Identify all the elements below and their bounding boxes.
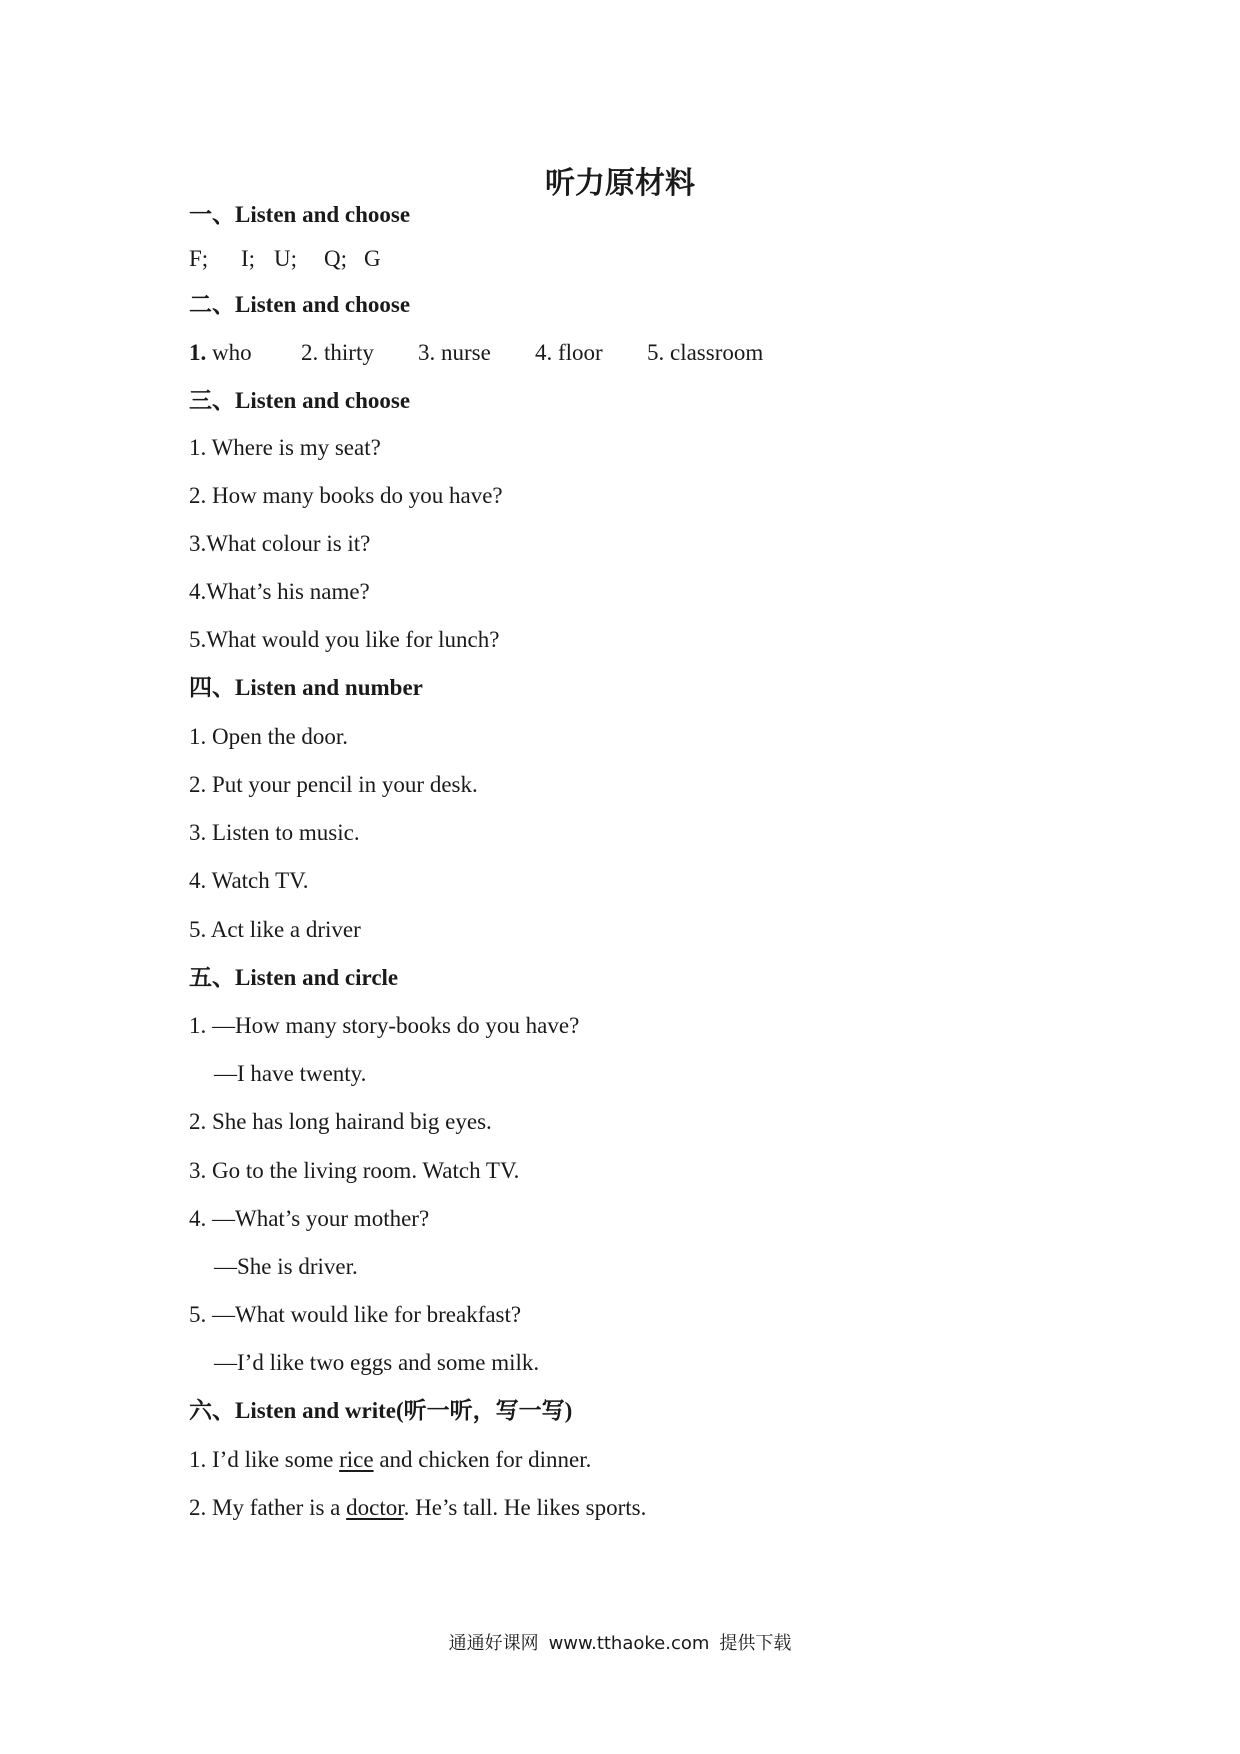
letter-item: I; bbox=[241, 246, 256, 271]
list-item bbox=[189, 1493, 646, 1523]
section-2-heading bbox=[189, 290, 410, 320]
footer-site-name: 通通好课网 bbox=[448, 1633, 539, 1654]
section-1-heading bbox=[189, 200, 410, 230]
list-item: 2. She has long hairand big eyes. bbox=[189, 1109, 492, 1134]
list-item: 2. Put your pencil in your desk. bbox=[189, 772, 478, 797]
list-item: 4.What’s his name? bbox=[189, 579, 370, 604]
sentence-start: 2. My father is a bbox=[189, 1495, 347, 1520]
list-item: 4. —What’s your mother? bbox=[189, 1206, 430, 1231]
section-5-title: Listen and circle bbox=[235, 965, 399, 990]
sentence-end: and chicken for dinner. bbox=[373, 1447, 592, 1472]
list-item bbox=[189, 1445, 591, 1475]
footer-note: 提供下载 bbox=[719, 1633, 792, 1654]
word-text: who bbox=[206, 340, 252, 365]
section-5-number: 五、 bbox=[189, 964, 235, 991]
list-item: 3. Listen to music. bbox=[189, 820, 360, 845]
section-2-title: Listen and choose bbox=[235, 292, 411, 317]
sentence-end: . He’s tall. He likes sports. bbox=[403, 1495, 647, 1520]
word-number: 1. bbox=[189, 340, 207, 365]
section-2-words bbox=[189, 338, 763, 368]
list-item: 5.What would you like for lunch? bbox=[189, 627, 500, 652]
answer-blank: doctor bbox=[346, 1495, 404, 1520]
list-item: 3.What colour is it? bbox=[189, 531, 371, 556]
list-item: —She is driver. bbox=[214, 1254, 358, 1279]
list-item: 4. Watch TV. bbox=[189, 868, 309, 893]
answer-blank: rice bbox=[339, 1447, 374, 1472]
list-item: 1. —How many story-books do you have? bbox=[189, 1013, 580, 1038]
word-item: 2. thirty bbox=[301, 340, 374, 365]
sentence-start: 1. I’d like some bbox=[189, 1447, 340, 1472]
page-title: 听力原材料 bbox=[545, 166, 695, 201]
footer-url: www.tthaoke.com bbox=[548, 1633, 710, 1654]
section-4-number: 四、 bbox=[189, 674, 235, 701]
list-item: 3. Go to the living room. Watch TV. bbox=[189, 1158, 520, 1183]
word-item: 5. classroom bbox=[647, 340, 764, 365]
letter-item: G bbox=[364, 246, 381, 271]
list-item: —I have twenty. bbox=[214, 1061, 367, 1086]
section-4-title: Listen and number bbox=[235, 675, 423, 700]
word-item: 4. floor bbox=[535, 340, 603, 365]
section-1-number: 一、 bbox=[189, 201, 235, 228]
list-item: 1. Where is my seat? bbox=[189, 435, 381, 460]
section-1-title: Listen and choose bbox=[235, 202, 411, 227]
word-item bbox=[189, 338, 301, 368]
list-item: —I’d like two eggs and some milk. bbox=[214, 1350, 540, 1375]
letter-item: U; bbox=[274, 246, 297, 271]
list-item: 5. Act like a driver bbox=[189, 917, 361, 942]
section-3-title: Listen and choose bbox=[235, 388, 411, 413]
section-4-heading bbox=[189, 673, 423, 703]
section-1-letters bbox=[189, 244, 381, 274]
section-6-number: 六、 bbox=[189, 1397, 235, 1424]
letter-item: Q; bbox=[324, 246, 347, 271]
section-6-heading bbox=[189, 1396, 572, 1426]
section-6-title: Listen and write(听一听，写一写) bbox=[235, 1398, 573, 1423]
page-footer bbox=[0, 1632, 1240, 1656]
list-item: 1. Open the door. bbox=[189, 724, 349, 749]
list-item: 2. How many books do you have? bbox=[189, 483, 503, 508]
list-item: 5. —What would like for breakfast? bbox=[189, 1302, 522, 1327]
section-5-heading bbox=[189, 963, 398, 993]
section-2-number: 二、 bbox=[189, 291, 235, 318]
letter-item: F; bbox=[189, 246, 209, 271]
word-item: 3. nurse bbox=[418, 340, 491, 365]
section-3-number: 三、 bbox=[189, 387, 235, 414]
section-3-heading bbox=[189, 386, 410, 416]
